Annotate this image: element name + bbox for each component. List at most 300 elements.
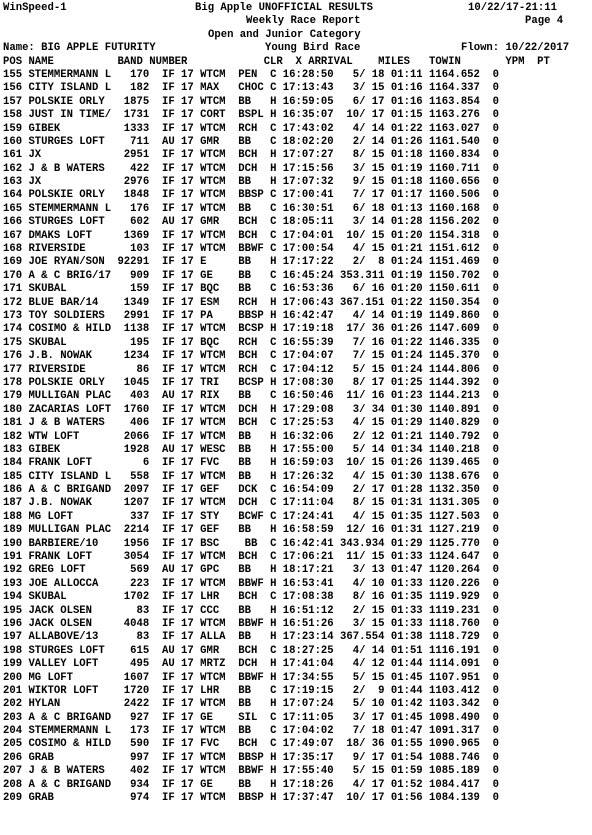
table-row [3, 69, 592, 82]
page-number: Page 4 [525, 15, 564, 28]
row-pt: 0 [492, 149, 499, 162]
row-miles: 2/ 17 [340, 484, 385, 497]
row-x: C [270, 216, 277, 229]
row-ypm: 1160.168 [429, 202, 480, 215]
row-pos: 163 [3, 176, 23, 189]
row-miles: 8/ 16 [340, 591, 385, 604]
row-ypm: 1139.465 [429, 457, 480, 470]
row-x: C [270, 725, 277, 738]
row-towin: 01:29 [390, 417, 423, 430]
row-towin: 01:18 [390, 176, 423, 189]
row-x: C [270, 135, 277, 148]
row-arrival: 17:00:41 [282, 189, 334, 202]
row-pt: 0 [492, 256, 499, 269]
row-pos: 195 [3, 604, 23, 617]
report-header-row-3 [3, 29, 589, 42]
row-ypm: 1144.806 [429, 363, 480, 376]
row-name: FRANK LOFT [28, 551, 112, 564]
row-pt: 0 [492, 216, 499, 229]
row-x: H [270, 698, 277, 711]
row-pos: 173 [3, 309, 23, 322]
row-band: 1207 [117, 497, 150, 510]
row-band: 711 [117, 135, 150, 148]
row-pt: 0 [492, 336, 499, 349]
row-arrival: 17:41:04 [282, 658, 334, 671]
row-name: SKUBAL [28, 591, 112, 604]
row-pos: 175 [3, 336, 23, 349]
col-x: X [295, 55, 302, 68]
row-clr: PEN [238, 68, 271, 81]
row-ypm: 1124.647 [429, 551, 480, 564]
row-ypm: 1140.891 [429, 403, 480, 416]
row-miles: 3/ 15 [340, 82, 385, 95]
table-row [3, 189, 592, 202]
row-towin: 01:45 [390, 671, 423, 684]
row-clr: CHOC [238, 82, 271, 95]
row-arrival: 16:42:41 [282, 537, 334, 550]
row-pos: 206 [3, 751, 23, 764]
row-clr: BCH [238, 216, 271, 229]
row-ypm: 1147.609 [429, 323, 480, 336]
row-pt: 0 [492, 176, 499, 189]
table-row [3, 337, 592, 350]
row-miles: 367.151 [340, 296, 385, 309]
row-number: IF 17 WTCM [161, 323, 232, 336]
row-name: BLUE BAR/14 [28, 296, 112, 309]
row-pt: 0 [492, 658, 499, 671]
row-towin: 01:11 [390, 68, 423, 81]
row-pt: 0 [492, 644, 499, 657]
row-name: WTW LOFT [28, 430, 112, 443]
row-pos: 194 [3, 591, 23, 604]
row-towin: 01:20 [390, 283, 423, 296]
row-clr: BBWF [238, 765, 271, 778]
row-pos: 165 [3, 202, 23, 215]
row-name: SKUBAL [28, 336, 112, 349]
row-clr: BBSP [238, 792, 271, 805]
col-number: NUMBER [149, 55, 188, 68]
row-towin: 01:52 [390, 778, 423, 791]
row-clr: BB [238, 135, 271, 148]
row-band: 103 [117, 243, 150, 256]
row-pos: 189 [3, 524, 23, 537]
row-miles: 367.554 [340, 631, 385, 644]
row-arrival: 17:17:22 [282, 256, 334, 269]
race-name: Name: BIG APPLE FUTURITY [3, 42, 156, 55]
row-towin: 01:24 [390, 256, 423, 269]
row-x: H [270, 564, 277, 577]
row-pt: 0 [492, 604, 499, 617]
row-number: AU 17 GMR [161, 644, 232, 657]
row-pt: 0 [492, 778, 499, 791]
row-ypm: 1150.354 [429, 296, 480, 309]
row-towin: 01:44 [390, 684, 423, 697]
row-number: IF 17 MAX [161, 82, 232, 95]
row-clr: DCH [238, 497, 271, 510]
table-row [3, 698, 592, 711]
row-clr: BB [238, 95, 271, 108]
row-miles: 4/ 15 [340, 243, 385, 256]
row-band: 173 [117, 725, 150, 738]
row-pos: 178 [3, 376, 23, 389]
row-ypm: 1156.202 [429, 216, 480, 229]
row-name: WIKTOR LOFT [28, 684, 112, 697]
row-ypm: 1120.264 [429, 564, 480, 577]
row-towin: 01:31 [390, 524, 423, 537]
row-pos: 171 [3, 283, 23, 296]
row-arrival: 17:04:12 [282, 363, 334, 376]
table-row [3, 631, 592, 644]
report-header-row-4 [3, 42, 589, 55]
row-towin: 01:13 [390, 202, 423, 215]
row-arrival: 17:07:32 [282, 176, 334, 189]
row-pos: 162 [3, 162, 23, 175]
table-row [3, 672, 592, 685]
row-arrival: 17:15:56 [282, 162, 334, 175]
row-miles: 7/ 16 [340, 336, 385, 349]
report-title: Big Apple UNOFFICIAL RESULTS [195, 2, 374, 14]
row-pos: 196 [3, 617, 23, 630]
table-row [3, 685, 592, 698]
row-ypm: 1163.027 [429, 122, 480, 135]
row-name: ALLABOVE/13 [28, 631, 112, 644]
table-row [3, 417, 592, 430]
row-miles: 9/ 15 [340, 176, 385, 189]
column-header-row [3, 56, 592, 69]
row-arrival: 16:58:59 [282, 524, 334, 537]
row-miles: 3/ 13 [340, 564, 385, 577]
row-number: IF 17 FVC [161, 738, 232, 751]
row-pos: 155 [3, 68, 23, 81]
row-ypm: 1164.652 [429, 68, 480, 81]
row-clr: BB [238, 269, 271, 282]
table-row [3, 82, 592, 95]
row-arrival: 17:11:04 [282, 497, 334, 510]
row-number: IF 17 GEF [161, 484, 232, 497]
row-arrival: 16:55:39 [282, 336, 334, 349]
row-x: H [270, 149, 277, 162]
row-miles: 11/ 15 [340, 551, 385, 564]
row-towin: 01:54 [390, 751, 423, 764]
row-clr: BBSP [238, 189, 271, 202]
row-name: GRAB [28, 792, 112, 805]
row-ypm: 1085.189 [429, 765, 480, 778]
row-arrival: 17:06:43 [282, 296, 334, 309]
row-band: 403 [117, 390, 150, 403]
row-miles: 2/ 12 [340, 430, 385, 443]
row-x: C [270, 202, 277, 215]
row-towin: 01:30 [390, 403, 423, 416]
row-name: CITY ISLAND L [28, 82, 112, 95]
row-band: 1349 [117, 296, 150, 309]
row-ypm: 1151.612 [429, 243, 480, 256]
row-clr: BBSP [238, 751, 271, 764]
row-clr: BB [238, 524, 271, 537]
row-name: STURGES LOFT [28, 216, 112, 229]
row-pos: 188 [3, 510, 23, 523]
row-ypm: 1119.231 [429, 604, 480, 617]
row-miles: 11/ 16 [340, 390, 385, 403]
row-pt: 0 [492, 109, 499, 122]
row-ypm: 1163.854 [429, 95, 480, 108]
row-arrival: 17:19:18 [282, 323, 334, 336]
table-row [3, 725, 592, 738]
row-pos: 169 [3, 256, 23, 269]
row-band: 92291 [117, 256, 150, 269]
row-clr: BSPL [238, 109, 271, 122]
row-ypm: 1127.503 [429, 510, 480, 523]
row-pos: 205 [3, 738, 23, 751]
row-number: IF 17 GE [161, 711, 232, 724]
row-pt: 0 [492, 135, 499, 148]
row-ypm: 1131.305 [429, 497, 480, 510]
row-x: C [270, 283, 277, 296]
row-towin: 01:59 [390, 765, 423, 778]
row-number: IF 17 GE [161, 778, 232, 791]
row-x: H [270, 95, 277, 108]
row-number: IF 17 WTCM [161, 765, 232, 778]
row-towin: 01:21 [390, 430, 423, 443]
row-number: IF 17 WTCM [161, 363, 232, 376]
row-number: IF 17 WTCM [161, 350, 232, 363]
row-name: J & B WATERS [28, 162, 112, 175]
row-arrival: 17:49:07 [282, 738, 334, 751]
row-towin: 01:35 [390, 591, 423, 604]
row-pt: 0 [492, 95, 499, 108]
table-row [3, 779, 592, 792]
row-pos: 199 [3, 658, 23, 671]
row-name: STURGES LOFT [28, 644, 112, 657]
row-band: 170 [117, 68, 150, 81]
table-row [3, 377, 592, 390]
row-miles: 12/ 16 [340, 524, 385, 537]
table-row [3, 497, 592, 510]
row-towin: 01:33 [390, 617, 423, 630]
table-row [3, 256, 592, 269]
row-pt: 0 [492, 363, 499, 376]
row-x: C [270, 484, 277, 497]
row-x: C [270, 738, 277, 751]
row-ypm: 1084.417 [429, 778, 480, 791]
row-name: SKUBAL [28, 283, 112, 296]
row-x: H [270, 176, 277, 189]
row-band: 615 [117, 644, 150, 657]
row-name: A & C BRIG/17 [28, 269, 112, 282]
row-pos: 190 [3, 537, 23, 550]
row-arrival: 17:43:02 [282, 122, 334, 135]
row-x: H [270, 430, 277, 443]
row-miles: 3/ 17 [340, 711, 385, 724]
row-miles: 5/ 15 [340, 671, 385, 684]
row-towin: 01:15 [390, 109, 423, 122]
row-x: C [270, 644, 277, 657]
row-clr: BCWF [238, 510, 271, 523]
row-clr: BB [238, 202, 271, 215]
row-number: IF 17 WTCM [161, 189, 232, 202]
row-x: H [270, 604, 277, 617]
row-arrival: 16:53:41 [282, 577, 334, 590]
row-clr: BB [238, 604, 271, 617]
row-name: ZACARIAS LOFT [28, 403, 112, 416]
row-miles: 2/ 9 [340, 684, 385, 697]
row-pos: 177 [3, 363, 23, 376]
row-miles: 3/ 15 [340, 162, 385, 175]
row-pos: 174 [3, 323, 23, 336]
row-name: STEMMERMANN L [28, 68, 112, 81]
row-pt: 0 [492, 577, 499, 590]
row-band: 1848 [117, 189, 150, 202]
table-row [3, 444, 592, 457]
row-pos: 181 [3, 417, 23, 430]
row-towin: 01:22 [390, 122, 423, 135]
row-pos: 202 [3, 698, 23, 711]
row-pt: 0 [492, 510, 499, 523]
row-arrival: 16:59:05 [282, 95, 334, 108]
row-pt: 0 [492, 524, 499, 537]
row-arrival: 16:28:50 [282, 68, 334, 81]
row-name: J & B WATERS [28, 417, 112, 430]
row-clr: DCK [238, 484, 271, 497]
row-towin: 01:31 [390, 497, 423, 510]
row-towin: 01:26 [390, 135, 423, 148]
row-name: A & C BRIGAND [28, 778, 112, 791]
table-row [3, 96, 592, 109]
row-number: IF 17 WTCM [161, 403, 232, 416]
row-pos: 203 [3, 711, 23, 724]
row-x: H [270, 256, 277, 269]
row-arrival: 16:45:24 [282, 269, 334, 282]
table-row [3, 471, 592, 484]
row-clr: BBWF [238, 243, 271, 256]
row-x: H [270, 765, 277, 778]
table-row [3, 243, 592, 256]
row-ypm: 1140.792 [429, 430, 480, 443]
row-clr: BB [238, 470, 271, 483]
row-x: H [270, 403, 277, 416]
table-row [3, 752, 592, 765]
row-name: JX [28, 176, 112, 189]
row-arrival: 16:42:47 [282, 309, 334, 322]
row-towin: 01:30 [390, 470, 423, 483]
row-towin: 01:51 [390, 644, 423, 657]
row-band: 495 [117, 658, 150, 671]
row-miles: 8/ 15 [340, 497, 385, 510]
row-ypm: 1088.746 [429, 751, 480, 764]
row-band: 83 [117, 604, 150, 617]
row-ypm: 1114.091 [429, 658, 480, 671]
row-number: IF 17 WTCM [161, 792, 232, 805]
row-clr: BB [238, 698, 271, 711]
row-ypm: 1164.337 [429, 82, 480, 95]
table-row [3, 618, 592, 631]
row-name: MG LOFT [28, 510, 112, 523]
row-pt: 0 [492, 725, 499, 738]
row-name: JX [28, 149, 112, 162]
row-clr: BCSP [238, 323, 271, 336]
row-pt: 0 [492, 390, 499, 403]
row-pos: 198 [3, 644, 23, 657]
table-row [3, 484, 592, 497]
row-ypm: 1118.760 [429, 617, 480, 630]
row-pos: 180 [3, 403, 23, 416]
row-number: IF 17 CCC [161, 604, 232, 617]
row-towin: 01:26 [390, 457, 423, 470]
report-datetime: 10/22/17-21:11 [468, 2, 558, 14]
col-pos: POS [3, 55, 23, 68]
row-pt: 0 [492, 122, 499, 135]
row-name: POLSKIE ORLY [28, 189, 112, 202]
row-pt: 0 [492, 591, 499, 604]
row-x: H [270, 631, 277, 644]
row-clr: RCH [238, 122, 271, 135]
row-number: IF 17 WTCM [161, 122, 232, 135]
row-miles: 10/ 15 [340, 457, 385, 470]
row-towin: 01:42 [390, 698, 423, 711]
row-band: 2422 [117, 698, 150, 711]
row-ypm: 1084.139 [429, 792, 480, 805]
table-row [3, 591, 592, 604]
row-name: STURGES LOFT [28, 135, 112, 148]
row-pt: 0 [492, 457, 499, 470]
race-category: Open and Junior Category [208, 28, 361, 41]
row-clr: BB [238, 430, 271, 443]
col-band: BAND [117, 55, 143, 68]
row-band: 402 [117, 765, 150, 778]
row-name: JOE RYAN/SON [28, 256, 112, 269]
row-name: MULLIGAN PLAC [28, 524, 112, 537]
row-ypm: 1151.469 [429, 256, 480, 269]
row-arrival: 17:04:07 [282, 350, 334, 363]
row-pt: 0 [492, 403, 499, 416]
row-arrival: 17:37:47 [282, 792, 334, 805]
row-band: 2214 [117, 524, 150, 537]
row-clr: BB [238, 631, 271, 644]
row-clr: BCH [238, 644, 271, 657]
row-pt: 0 [492, 243, 499, 256]
row-number: IF 17 WTCM [161, 229, 232, 242]
row-pt: 0 [492, 551, 499, 564]
row-miles: 4/ 14 [340, 309, 385, 322]
row-clr: BBWF [238, 577, 271, 590]
row-band: 1875 [117, 95, 150, 108]
row-band: 2991 [117, 309, 150, 322]
row-x: C [270, 363, 277, 376]
row-ypm: 1140.829 [429, 417, 480, 430]
row-towin: 01:55 [390, 738, 423, 751]
row-miles: 4/ 15 [340, 417, 385, 430]
row-x: C [270, 350, 277, 363]
table-row [3, 712, 592, 725]
row-clr: BB [238, 176, 271, 189]
row-miles: 8/ 17 [340, 376, 385, 389]
row-miles: 6/ 16 [340, 283, 385, 296]
row-pt: 0 [492, 497, 499, 510]
row-towin: 01:33 [390, 577, 423, 590]
col-arrival: ARRIVAL [308, 55, 353, 68]
table-row [3, 578, 592, 591]
row-towin: 01:38 [390, 631, 423, 644]
row-pt: 0 [492, 269, 499, 282]
row-miles: 4/ 15 [340, 470, 385, 483]
row-number: IF 17 WTCM [161, 698, 232, 711]
row-arrival: 17:07:27 [282, 149, 334, 162]
row-x: C [270, 82, 277, 95]
row-towin: 01:29 [390, 537, 423, 550]
row-number: IF 17 WTCM [161, 149, 232, 162]
row-ypm: 1154.318 [429, 229, 480, 242]
row-ypm: 1120.226 [429, 577, 480, 590]
row-clr: DCH [238, 658, 271, 671]
